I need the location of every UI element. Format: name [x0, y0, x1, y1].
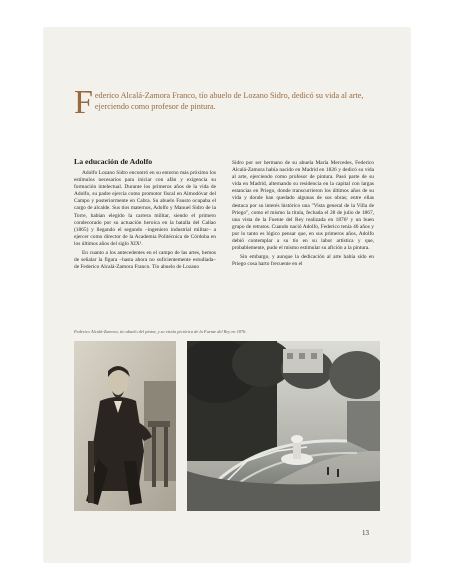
paragraph: Sin embargo, y aunque la dedicación al arte había sido en Priego cosa harto frecuente en el — [232, 254, 374, 268]
text-column-right — [232, 160, 374, 270]
lead-text: ederico Alcalá-Zamora Franco, tío abuelo de Lozano Sidro, dedicó su vida al arte, ejerciendo como profesor de pintura. — [94, 91, 364, 111]
fountain-painting-image — [187, 341, 380, 511]
figure-caption: Federico Alcalá-Zamora, tío abuelo del pintor, y su visión pictórica de la Fuente del Rey en 1876. — [74, 329, 247, 334]
portrait-photo — [74, 341, 176, 511]
book-page — [44, 28, 410, 562]
paragraph: Sidro por ser hermano de su abuela María Mercedes, Federico Alcalá-Zamora había nacido en Madrid en 1826 y dedicó su vida al arte, ejerciendo como profesor de pintura. Pasó parte de su vida en Madrid, alternando su residencia en la capital con largas estancias en Priego, donde transcurrieron los últimos años de su vida y donde han quedado algunas de sus obras; entre ellas destaca por su interés histórico una "Vista general de la Villa de Priego", como el mismo la titula, fechada el 28 de julio de 1867, una vista de la Fuente del Rey realizada en 1876² y un buen grupo de retratos. Cuando nació Adolfo, Federico tenía 46 años y por lo tanto es lógico pensar que, en sus primeros años, Adolfo debió contemplar a su tío en su labor artística y que, probablemente, pudo el mismo estimular su afición a la pintura. — [232, 160, 374, 252]
paragraph: Adolfo Lozano Sidro encontró en su entorno más próximo los estímulos necesarios para iniciar con afán y exigencia su formación intelectual. Durante los primeros años de la vida de Adolfo, su padre ejercía como promotor fiscal en Almodóvar del Campo y posteriormente en Cabra. Su abuelo Fausto ocupaba el cargo de alcalde. Sus tíos maternos, Adolfo y Manuel Sidro de la Torre, habían elegido la carrera militar, siendo el primero condecorado por su actuación heroica en la batalla del Callao (1865) y llegando el segundo –ingeniero industrial militar– a ejercer como director de la Academia Politécnica de Córdoba en los últimos años del siglo XIX¹. — [74, 170, 216, 247]
fountain-painting — [187, 341, 380, 511]
drop-cap: F — [74, 84, 93, 121]
portrait-photo-image — [74, 341, 176, 511]
paragraph: En cuanto a los antecedentes en el campo de las artes, hemos de señalar la figura –hasta ahora no suficientemente estudiada– de Federico Alcalá-Zamora Franco. Tío abuelo de Lozano — [74, 250, 216, 271]
section-title: La educación de Adolfo — [74, 157, 153, 166]
text-column-left — [74, 170, 216, 273]
lead-quote — [74, 84, 374, 121]
page-number: 13 — [362, 529, 369, 537]
